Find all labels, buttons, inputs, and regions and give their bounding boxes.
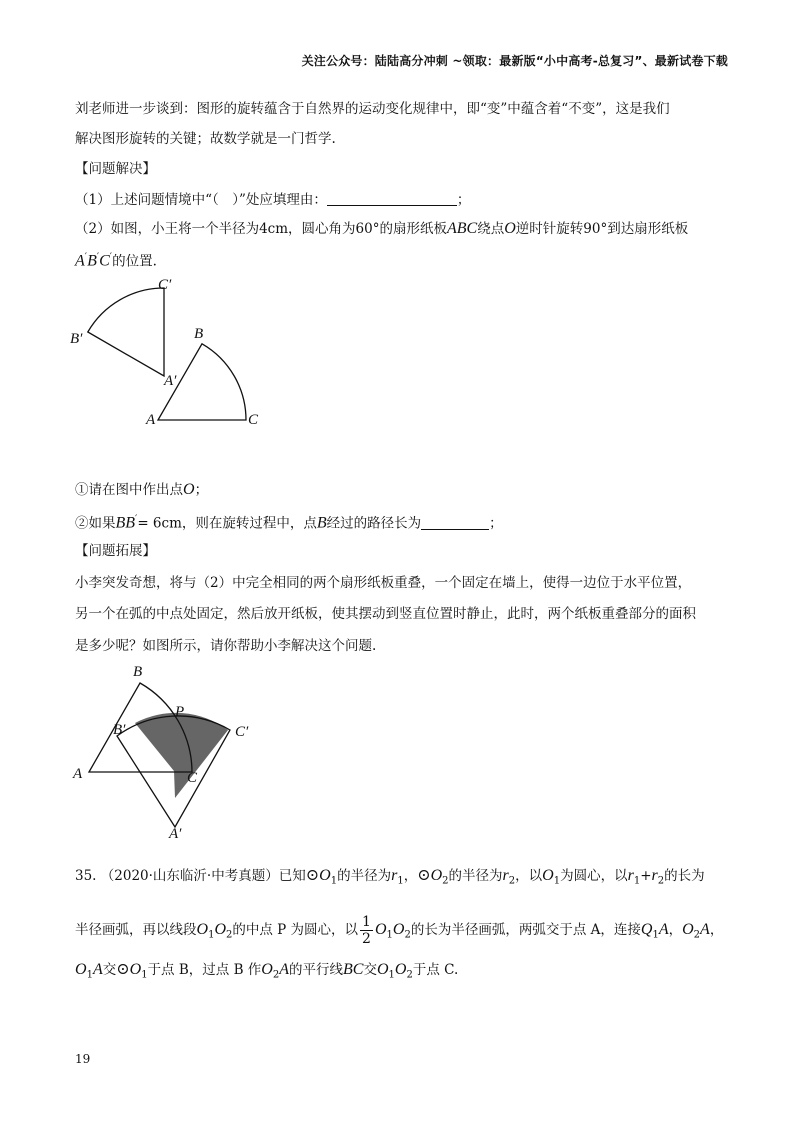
intro-line-2: 解决图形旋转的关键；故数学就是一门哲学.	[75, 131, 336, 147]
question-2-line-2: A′B′C′的位置.	[75, 252, 157, 270]
label-c: C	[248, 412, 259, 428]
label-a: A	[146, 412, 156, 428]
figure-2-overlapping-sectors	[65, 658, 275, 848]
page-header: 关注公众号：陆陆高分冲刺 ~领取：最新版“小中高考-总复习”、最新试卷下载	[301, 54, 728, 68]
page-number: 19	[75, 1052, 91, 1066]
answer-blank-2[interactable]	[421, 515, 489, 530]
section-solve: 【问题解决】	[75, 161, 156, 177]
sub-question-1: ①请在图中作出点O；	[75, 481, 209, 498]
label-b-prime: B′	[70, 331, 83, 347]
label-b-prime: B′	[113, 722, 126, 738]
sector-a-prime-b-prime-c-prime	[88, 288, 164, 376]
extend-line-3: 是多少呢？如图所示，请你帮助小李解决这个问题.	[75, 638, 377, 654]
section-extend: 【问题拓展】	[75, 543, 156, 559]
question-35-line-2: 半径画弧，再以线段$O_1O_2$的中点 P 为圆心，以 $\frac{1}{2}$ $O_1O_2$的长为半径画弧，两弧交于点 A，连接$Q_1A$，$O_2A$，	[75, 914, 724, 947]
label-b: B	[133, 664, 143, 680]
label-c-prime: C′	[158, 277, 172, 293]
label-a: A	[73, 766, 83, 782]
label-b: B	[194, 326, 204, 342]
question-1: （1）上述问题情境中“（ ）”处应填理由： ；	[75, 192, 471, 208]
label-c-prime: C′	[235, 724, 249, 740]
label-a-prime: A′	[169, 826, 182, 842]
extend-line-1: 小李突发奇想，将与（2）中完全相同的两个扇形纸板重叠，一个固定在墙上，使得一边位于水平位置，	[75, 575, 692, 591]
question-35-line-1: 35. （2020·山东临沂·中考真题）已知$⊙O_1$的半径为$r_1$，$⊙O_2$的半径为$r_2$，以$O_1$为圆心，以$r_1+r_2$的长为	[75, 867, 705, 887]
sub-question-2: ②如果BB′= 6cm，则在旋转过程中，点B经过的路径长为 ；	[75, 514, 503, 532]
label-c: C	[187, 770, 198, 786]
question-2-line-1: （2）如图，小王将一个半径为4cm，圆心角为60°的扇形纸板ABC绕点O逆时针旋转90°到达扇形纸板	[75, 220, 689, 237]
figure-1-rotated-sectors	[60, 270, 280, 440]
intro-line-1: 刘老师进一步谈到：图形的旋转蕴含于自然界的运动变化规律中，即“变”中蕴含着“不变”，这是我们	[75, 101, 670, 117]
fraction-one-half: $\frac{1}{2}$	[362, 914, 371, 947]
label-p: P	[175, 704, 185, 720]
extend-line-2: 另一个在弧的中点处固定，然后放开纸板，使其摆动到竖直位置时静止，此时，两个纸板重叠部分的面积	[75, 606, 696, 622]
answer-blank-1[interactable]	[327, 191, 457, 206]
label-a-prime: A′	[164, 373, 177, 389]
question-35-line-3: $O_1A$交$⊙O_1$于点 B，过点 B 作$O_2A$的平行线BC交$O_1O_2$于点 C.	[75, 961, 459, 981]
